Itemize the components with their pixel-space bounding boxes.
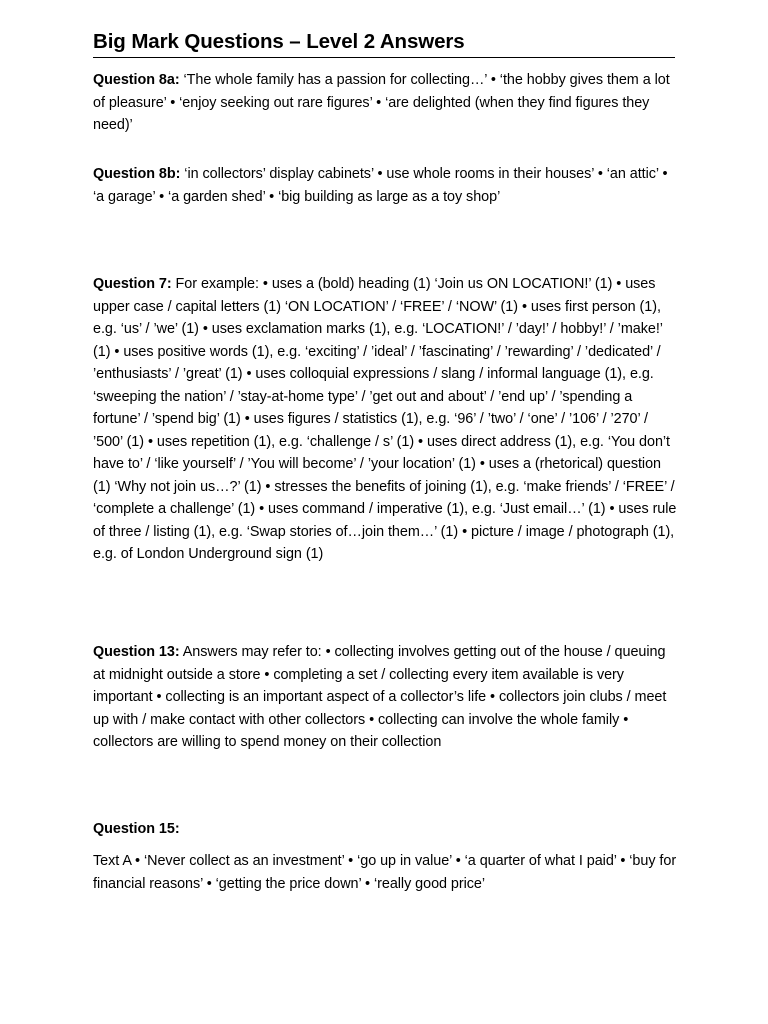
question-15-answer: Text A • ‘Never collect as an investment’ • ‘go up in value’ • ‘a quarter of what I paid’ • ‘buy for financial reasons’ • ‘getting the price down’ • ‘really good price’ — [93, 853, 677, 892]
question-label: Question 13: — [93, 644, 180, 660]
question-label: Question 7: — [93, 276, 172, 292]
page-title: Big Mark Questions – Level 2 Answers — [93, 30, 465, 53]
question-8a-answer — [93, 69, 677, 137]
question-label: Question 8a: — [93, 72, 180, 88]
question-15-heading — [93, 818, 677, 841]
question-label: Question 8b: — [93, 166, 181, 182]
question-8b-answer — [93, 163, 677, 208]
answer-text: ‘The whole family has a passion for collecting…’ • ‘the hobby gives them a lot of pleasure’ • ‘enjoy seeking out rare figures’ • ‘are delighted (when they find figures they need)’ — [93, 72, 670, 133]
answer-text: For example: • uses a (bold) heading (1) ‘Join us ON LOCATION!’ (1) • uses upper case / capital letters (1) ‘ON LOCATION’ / ‘FREE’ / ‘NOW’ (1) • uses first person (1), e.g. ‘us’ / ’we’ (1) • uses exclamation marks (1), e.g. ‘LOCATION!’ / ’day!’ / hobby!’ / ’make!’ (1) • uses positive words (1), e.g. ‘exciting’ / ’ideal’ / ’fascinating’ / ’rewarding’ / ’dedicated’ / ’enthusiasts’ / ’great’ (1) • uses colloquial expressions / slang / informal language (1), e.g. ‘sweeping the nation’ / ’stay-at-home type’ / ’get out and about’ / ’end up’ / ’spending a fortune’ / ’spend big’ (1) • uses figures / statistics (1), e.g. ‘96’ / ’two’ / ‘one’ / ’106’ / ’270’ / ’500’ (1) • uses repetition (1), e.g. ‘challenge / s’ (1) • uses direct address (1), e.g. ‘You don’t have to’ / ‘like yourself’ / ’You will become’ / ’your location’ (1) • uses a (rhetorical) question (1) ‘Why not join us…?’ (1) • stresses the benefits of joining (1), e.g. ‘make friends’ / ‘FREE’ / ‘complete a challenge’ (1) • uses command / imperative (1), e.g. ‘Just email…’ (1) • uses rule of three / listing (1), e.g. ‘Swap stories of…join them…’ (1) • picture / image / photograph (1), e.g. of London Underground sign (1) — [93, 276, 677, 562]
answer-text: Answers may refer to: • collecting involves getting out of the house / queuing at midnight outside a store • completing a set / collecting every item available is very important • collecting is an important aspect of a collector’s life • collectors join clubs / meet up with / make contact with other collectors • collecting can involve the whole family • collectors are willing to spend money on their collection — [93, 644, 667, 750]
answer-text: ‘in collectors’ display cabinets’ • use whole rooms in their houses’ • ‘an attic’ • ‘a garage’ • ‘a garden shed’ • ‘big building as large as a toy shop’ — [93, 166, 668, 205]
question-label: Question 15: — [93, 821, 180, 837]
question-7-answer — [93, 273, 677, 566]
title-underline — [93, 57, 675, 58]
question-13-answer — [93, 641, 677, 754]
